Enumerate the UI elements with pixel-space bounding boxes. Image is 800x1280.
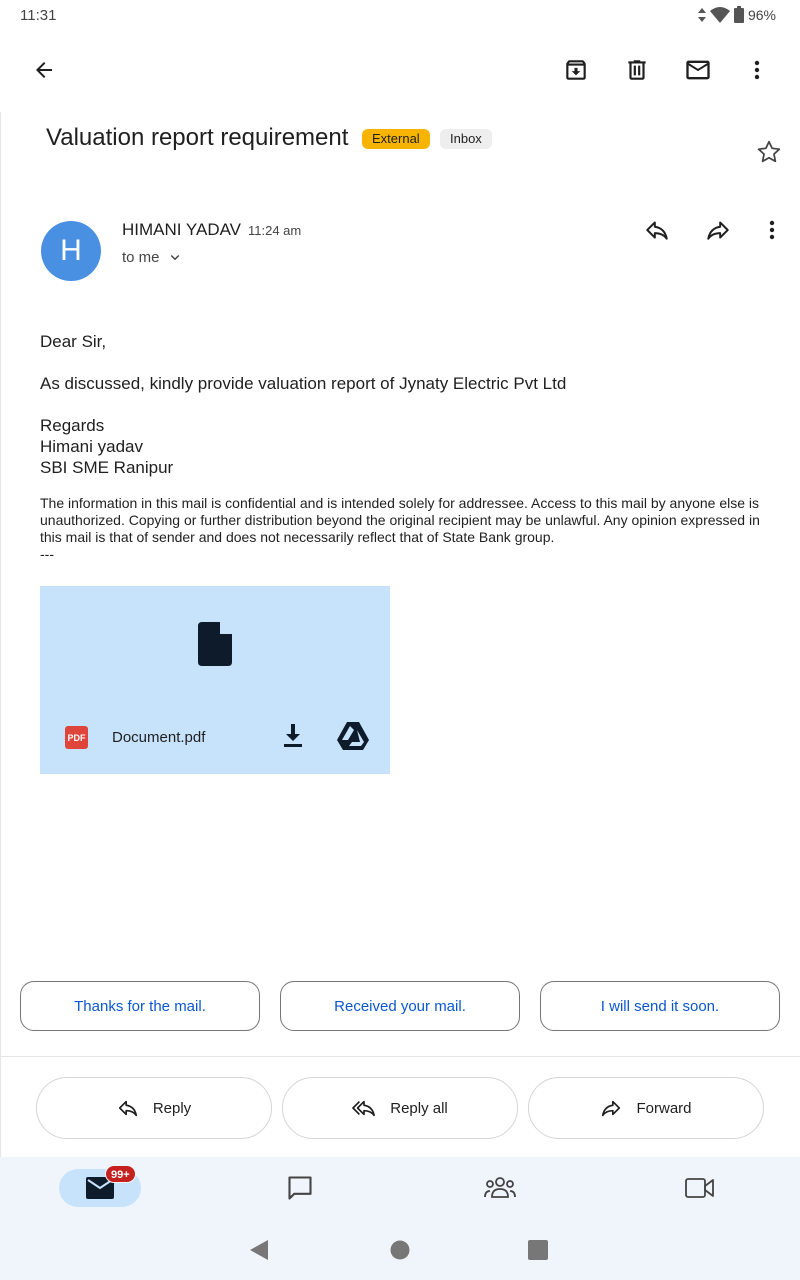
signature-org: SBI SME Ranipur bbox=[40, 458, 174, 477]
recipients-label: to me bbox=[122, 248, 160, 266]
unread-badge: 99+ bbox=[105, 1165, 136, 1183]
body-line: As discussed, kindly provide valuation report of Jynaty Electric Pvt Ltd bbox=[40, 374, 567, 393]
circle-home-icon bbox=[390, 1240, 410, 1260]
triangle-back-icon bbox=[248, 1239, 270, 1261]
content-divider bbox=[0, 112, 1, 1157]
forward-icon bbox=[600, 1097, 622, 1119]
trash-icon bbox=[624, 57, 650, 83]
chat-icon bbox=[286, 1174, 314, 1202]
system-recents-button[interactable] bbox=[524, 1238, 552, 1262]
reply-label: Reply bbox=[152, 1099, 192, 1117]
message-more-button[interactable] bbox=[752, 210, 792, 250]
save-to-drive-button[interactable] bbox=[336, 719, 370, 753]
attachment-card[interactable] bbox=[40, 586, 390, 774]
smart-reply-3[interactable]: I will send it soon. bbox=[540, 981, 780, 1031]
data-arrows-icon bbox=[698, 8, 706, 22]
battery-percent: 96% bbox=[747, 6, 776, 23]
sent-time: 11:24 am bbox=[248, 223, 302, 238]
more-vert-icon bbox=[760, 218, 784, 242]
forward-button[interactable] bbox=[528, 1077, 764, 1139]
email-subject: Valuation report requirement bbox=[46, 124, 349, 151]
document-icon bbox=[198, 622, 234, 666]
forward-label: Forward bbox=[636, 1099, 692, 1117]
mail-icon bbox=[684, 56, 712, 84]
square-recents-icon bbox=[528, 1240, 548, 1260]
download-button[interactable] bbox=[276, 719, 310, 753]
smart-reply-2[interactable]: Received your mail. bbox=[280, 981, 520, 1031]
status-time: 11:31 bbox=[20, 7, 57, 24]
nav-meet[interactable] bbox=[680, 1169, 720, 1207]
google-drive-icon bbox=[337, 722, 369, 750]
reply-icon bbox=[117, 1097, 139, 1119]
star-button[interactable] bbox=[749, 132, 789, 172]
download-icon bbox=[282, 724, 304, 748]
nav-chat[interactable] bbox=[280, 1169, 320, 1207]
signature-line: Regards bbox=[40, 416, 105, 435]
back-button[interactable] bbox=[24, 50, 64, 90]
sender-avatar[interactable]: H bbox=[41, 221, 101, 281]
archive-icon bbox=[563, 57, 589, 83]
mark-unread-button[interactable] bbox=[678, 50, 718, 90]
delete-button[interactable] bbox=[617, 50, 657, 90]
nav-mail[interactable] bbox=[59, 1169, 141, 1207]
status-icons bbox=[698, 6, 776, 23]
system-home-button[interactable] bbox=[386, 1238, 414, 1262]
reply-icon bbox=[644, 217, 670, 243]
signature-name: Himani yadav bbox=[40, 437, 143, 456]
external-label: External bbox=[362, 129, 430, 149]
disclaimer-text: The information in this mail is confidential and is intended solely for addressee. Access to this mail by anyone else is unauthorized. Copying or further distribution beyond the original recipient may be unlawful. Any opinion expressed in this mail is that of sender and does not necessarily reflect that of State Bank group. bbox=[40, 495, 760, 545]
reply-all-button[interactable] bbox=[282, 1077, 518, 1139]
chevron-down-icon bbox=[166, 248, 184, 266]
reply-button[interactable] bbox=[36, 1077, 272, 1139]
forward-icon bbox=[705, 217, 731, 243]
reply-icon-button[interactable] bbox=[637, 210, 677, 250]
wifi-icon bbox=[710, 7, 730, 23]
body-greeting: Dear Sir, bbox=[40, 332, 107, 351]
top-app-bar bbox=[0, 40, 800, 100]
attachment-name: Document.pdf bbox=[112, 729, 206, 746]
people-icon bbox=[484, 1175, 516, 1201]
divider bbox=[0, 1056, 800, 1057]
star-icon bbox=[756, 139, 782, 165]
video-camera-icon bbox=[685, 1176, 715, 1200]
inbox-label[interactable]: Inbox bbox=[440, 129, 492, 149]
more-vert-icon bbox=[745, 58, 769, 82]
recipients-toggle[interactable] bbox=[122, 248, 184, 266]
nav-spaces[interactable] bbox=[479, 1169, 521, 1207]
disclaimer-separator: --- bbox=[40, 546, 54, 562]
forward-icon-button[interactable] bbox=[698, 210, 738, 250]
archive-button[interactable] bbox=[556, 50, 596, 90]
pdf-icon: PDF bbox=[65, 726, 88, 749]
reply-all-label: Reply all bbox=[390, 1099, 448, 1117]
sender-name: HIMANI YADAV bbox=[122, 220, 242, 239]
smart-reply-1[interactable]: Thanks for the mail. bbox=[20, 981, 260, 1031]
battery-icon bbox=[734, 6, 744, 23]
back-arrow-icon bbox=[32, 58, 56, 82]
disclaimer bbox=[40, 495, 760, 563]
system-back-button[interactable] bbox=[244, 1238, 274, 1262]
status-bar bbox=[0, 0, 800, 32]
more-options-button[interactable] bbox=[737, 50, 777, 90]
reply-all-icon bbox=[352, 1097, 376, 1119]
